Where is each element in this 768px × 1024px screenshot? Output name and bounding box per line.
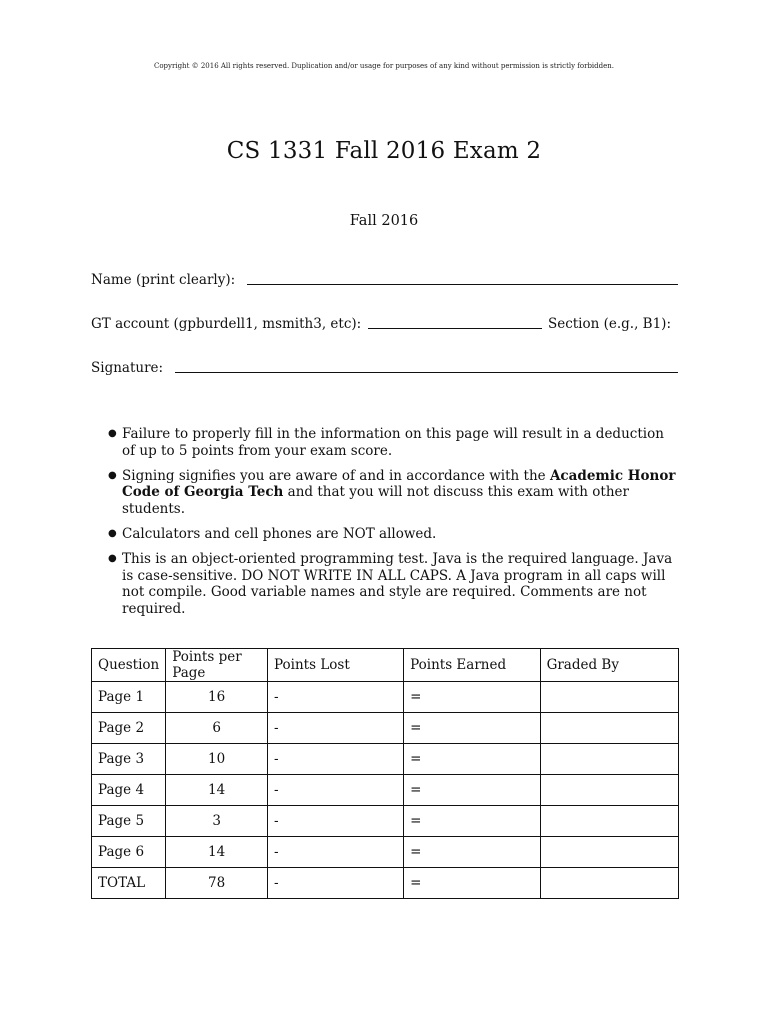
name-field-row [91, 268, 678, 288]
points-lost-cell[interactable]: - [268, 682, 404, 713]
copyright-notice: Copyright © 2016 All rights reserved. Duplication and/or usage for purposes of any kind without permission is strictly forbidden. [153, 62, 615, 70]
bullet-icon: ● [108, 553, 117, 565]
bullet-icon: ● [108, 428, 117, 439]
question-cell: Page 3 [92, 744, 166, 775]
points-lost-cell[interactable]: - [268, 775, 404, 806]
graded-by-cell[interactable] [540, 682, 678, 713]
question-cell: TOTAL [92, 868, 166, 899]
points-lost-cell[interactable]: - [268, 713, 404, 744]
table-row [92, 775, 679, 806]
points-earned-cell[interactable]: = [404, 806, 540, 837]
exam-title: CS 1331 Fall 2016 Exam 2 [226, 138, 542, 164]
points-lost-cell[interactable]: - [268, 837, 404, 868]
name-blank-line[interactable] [247, 283, 678, 285]
question-cell: Page 2 [92, 713, 166, 744]
exam-term: Fall 2016 [349, 213, 419, 229]
bullet-icon: ● [108, 527, 117, 539]
list-item [108, 551, 678, 617]
name-label: Name (print clearly): [91, 272, 236, 288]
instruction-text: This is an object-oriented programming test. Java is the required language. Java is case-sensitive. DO NOT WRITE IN ALL CAPS. A Java program in all caps will not compile. Good variable names and style are required. Comments are not required. [122, 551, 673, 617]
gt-account-field-row [91, 312, 678, 332]
table-row [92, 806, 679, 837]
table-header-row [92, 649, 679, 682]
graded-by-cell[interactable] [540, 837, 678, 868]
list-item [108, 526, 678, 543]
points-cell: 16 [166, 682, 268, 713]
question-cell: Page 4 [92, 775, 166, 806]
graded-by-cell[interactable] [540, 806, 678, 837]
score-table [91, 648, 679, 899]
graded-by-cell[interactable] [540, 744, 678, 775]
column-header: Points per Page [166, 649, 268, 682]
table-row [92, 682, 679, 713]
instructions-list [108, 426, 678, 626]
points-cell: 78 [166, 868, 268, 899]
points-cell: 3 [166, 806, 268, 837]
column-header: Question [92, 649, 166, 682]
points-lost-cell[interactable]: - [268, 806, 404, 837]
column-header: Graded By [540, 649, 678, 682]
instruction-text: Failure to properly fill in the information on this page will result in a deduction of up to 5 points from your exam score. [122, 426, 664, 459]
question-cell: Page 5 [92, 806, 166, 837]
column-header: Points Lost [268, 649, 404, 682]
signature-label: Signature: [91, 360, 164, 376]
table-row [92, 837, 679, 868]
gt-account-blank-line[interactable] [368, 327, 542, 329]
signature-blank-line[interactable] [175, 371, 678, 373]
points-earned-cell[interactable]: = [404, 744, 540, 775]
honor-code-name: Academic Honor Code of Georgia Tech [122, 467, 676, 501]
points-earned-cell[interactable]: = [404, 868, 540, 899]
points-cell: 6 [166, 713, 268, 744]
bullet-icon: ● [108, 469, 117, 481]
column-header: Points Earned [404, 649, 540, 682]
table-row [92, 713, 679, 744]
graded-by-cell[interactable] [540, 868, 678, 899]
list-item [108, 468, 678, 518]
signature-field-row [91, 356, 678, 376]
table-total-row [92, 868, 679, 899]
points-earned-cell[interactable]: = [404, 682, 540, 713]
points-earned-cell[interactable]: = [404, 775, 540, 806]
table-row [92, 744, 679, 775]
points-earned-cell[interactable]: = [404, 713, 540, 744]
points-cell: 14 [166, 837, 268, 868]
instruction-text: Calculators and cell phones are NOT allowed. [122, 525, 437, 542]
instruction-text: Signing signifies you are aware of and in accordance with the Academic Honor Code of Georgia Tech and that you will not discuss this exam with other students. [122, 467, 676, 517]
section-label: Section (e.g., B1): [547, 316, 671, 332]
question-cell: Page 1 [92, 682, 166, 713]
points-lost-cell[interactable]: - [268, 868, 404, 899]
question-cell: Page 6 [92, 837, 166, 868]
points-earned-cell[interactable]: = [404, 837, 540, 868]
gt-account-label: GT account (gpburdell1, msmith3, etc): [91, 316, 362, 332]
points-cell: 14 [166, 775, 268, 806]
points-cell: 10 [166, 744, 268, 775]
graded-by-cell[interactable] [540, 713, 678, 744]
graded-by-cell[interactable] [540, 775, 678, 806]
list-item [108, 426, 678, 459]
points-lost-cell[interactable]: - [268, 744, 404, 775]
